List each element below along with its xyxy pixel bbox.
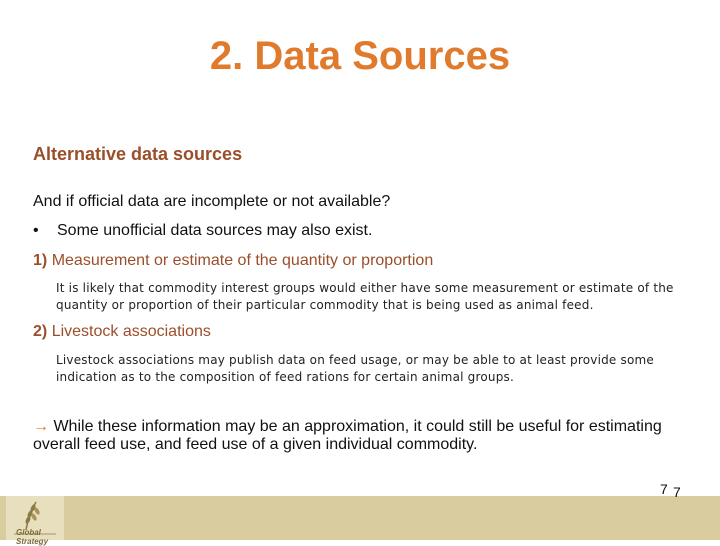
item-heading-2 [33,323,211,341]
item-detail-2: Livestock associations may publish data on feed usage, or may be able to at least provide some indication as to the composition of feed rations for certain animal groups. [56,353,654,384]
item-heading-text-2: Livestock associations [51,323,211,340]
item-heading-text-1: Measurement or estimate of the quantity or proportion [51,252,434,269]
slide-title: 2. Data Sources [209,34,511,78]
page-number: 7 [660,481,668,497]
item-number-1: 1) [33,252,48,269]
conclusion-text: While these information may be an approximation, it could still be useful for estimating overall feed use, and feed use of a given individual commodity. [33,418,662,453]
page-number-secondary: 7 [673,484,681,500]
item-number-2: 2) [33,323,48,340]
wheat-logo-icon [6,496,64,546]
item-detail-1: It is likely that commodity interest groups would either have some measurement or estimate of the quantity or proportion of their particular commodity that is being used as animal feed. [56,281,674,312]
item-heading-1 [33,252,433,270]
conclusion [33,418,693,454]
footer-band [0,496,720,546]
bullet-icon: • [33,222,39,239]
right-arrow-icon: → [33,418,49,435]
bullet-text: Some unofficial data sources may also exist. [57,222,373,239]
logo-text: Global Strategy [16,528,49,546]
subheading: Alternative data sources [33,144,243,164]
question-text: And if official data are incomplete or not available? [33,193,391,210]
bullet-item [33,222,372,240]
